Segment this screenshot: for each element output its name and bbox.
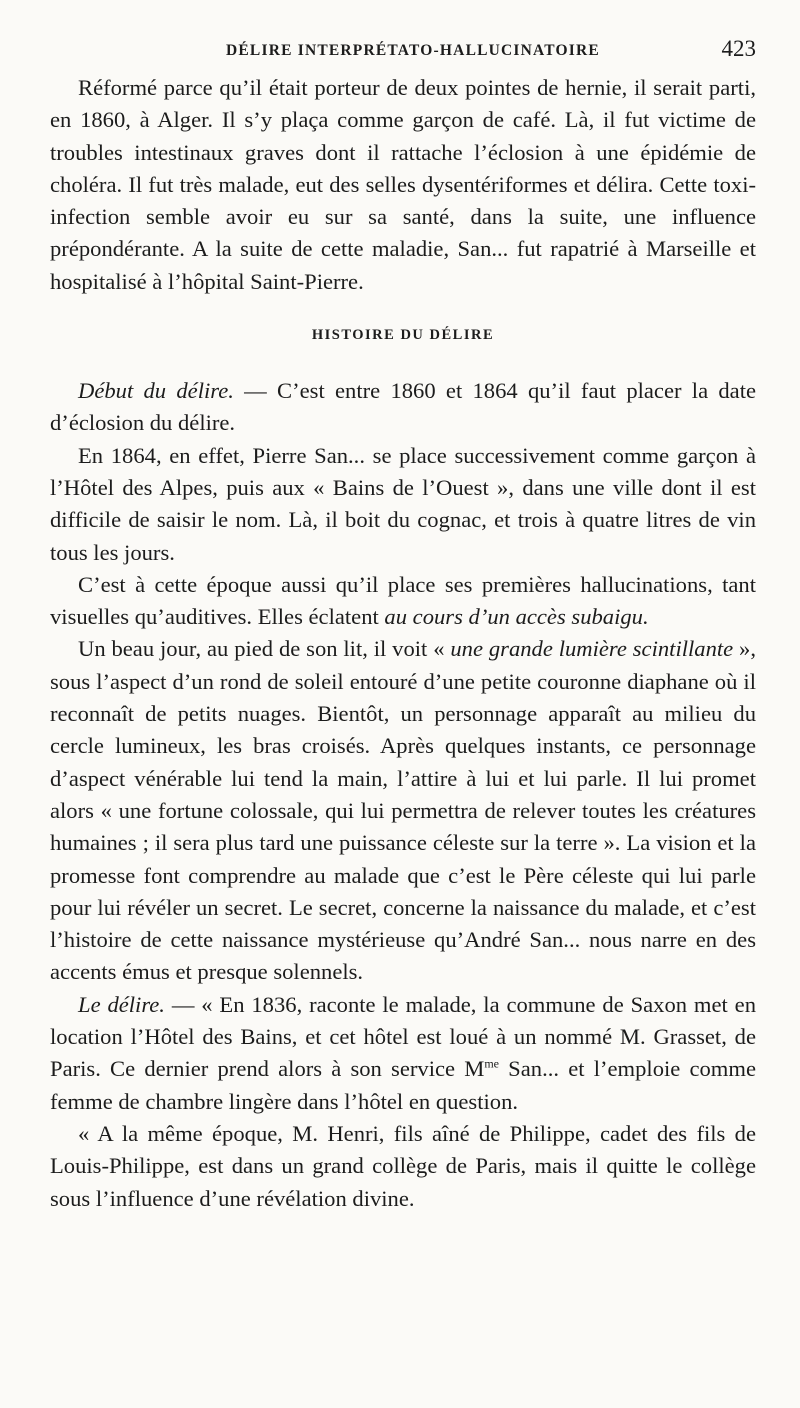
paragraph-italic-hallucinations: au cours d’un accès subaigu. — [384, 604, 649, 630]
section-heading: HISTOIRE DU DÉLIRE — [311, 327, 495, 344]
paragraph-henri: « A la même époque, M. Henri, fils aîné de Philippe, cadet des fils de Louis-Philippe, est dans un grand collège de Paris, mais il quitte le collège sous l’influence d’une révélation divine. — [50, 1120, 756, 1211]
paragraph-le-delire — [50, 989, 756, 1118]
paragraph-hallucinations — [50, 569, 756, 634]
running-head — [50, 36, 756, 72]
superscript-me: me — [484, 1056, 499, 1071]
paragraph-text-hallucinations: C’est à cette époque aussi qu’il place ses premières hallucinations, tant visuelles qu’auditives. Elles éclatent — [50, 571, 756, 630]
paragraph-text-le-delire-a: — « En 1836, raconte le malade, la commune de Saxon met en location l’Hôtel des Bains, et cet hôtel est loué à un nommé M. Grasset, de Paris. Ce dernier prend alors à son service M — [50, 991, 756, 1082]
paragraph-debut — [50, 375, 756, 440]
paragraph-italic-vision: une grande lumière scintillante — [450, 636, 734, 662]
paragraph-vision — [50, 633, 756, 988]
paragraph-label-le-delire: Le délire. — [78, 991, 165, 1017]
paragraph-label-debut: Début du délire. — [78, 378, 234, 404]
paragraph-text-le-delire-b: San... et l’emploie comme femme de chambre lingère dans l’hôtel en question. — [50, 1056, 756, 1114]
paragraph-text-vision-start: Un beau jour, au pied de son lit, il voit « — [78, 636, 451, 662]
paragraph-1864: En 1864, en effet, Pierre San... se place successivement comme garçon à l’Hôtel des Alpes, puis aux « Bains de l’Ouest », dans une ville dont il est difficile de saisir le nom. Là, il boit du cognac, et trois à quatre litres de vin tous les jours. — [50, 442, 756, 565]
page-number: 423 — [721, 36, 756, 61]
paragraph-reform: Réformé parce qu’il était porteur de deux pointes de hernie, il serait parti, en 1860, à Alger. Il s’y plaça comme garçon de café. Là, il fut victime de troubles intestinaux graves dont il rattache l’éclosion à une épidémie de choléra. Il fut très malade, eut des selles dysentériformes et délira. Cette toxi-infection semble avoir eu sur sa santé, dans la suite, une influence prépondérante. A la suite de cette maladie, San... fut rapatrié à Marseille et hospitalisé à l’hôpital Saint-Pierre. — [50, 75, 756, 294]
paragraph-text-debut: — C’est entre 1860 et 1864 qu’il faut placer la date d’éclosion du délire. — [50, 378, 757, 436]
paragraph-text-vision-rest: », sous l’aspect d’un rond de soleil entouré d’une petite couronne diaphane où il reconnaît de petits nuages. Bientôt, un personnage apparaît au milieu du cercle lumineux, les bras croisés. Après quelques instants, ce personnage d’aspect vénérable lui tend la main, l’attire à lui et lui parle. Il lui promet alors « une fortune colossale, qui lui permettra de relever toutes les créatures humaines ; il sera plus tard une puissance céleste sur la terre ». La vision et la promesse font comprendre au malade que c’est le Père céleste qui lui parle pour lui révéler un secret. Le secret, concerne la naissance du malade, et c’est l’histoire de cette naissance mystérieuse qu’André San... nous narre en des accents émus et presque solennels. — [50, 636, 756, 985]
running-title: DÉLIRE INTERPRÉTATO-HALLUCINATOIRE — [226, 42, 600, 59]
